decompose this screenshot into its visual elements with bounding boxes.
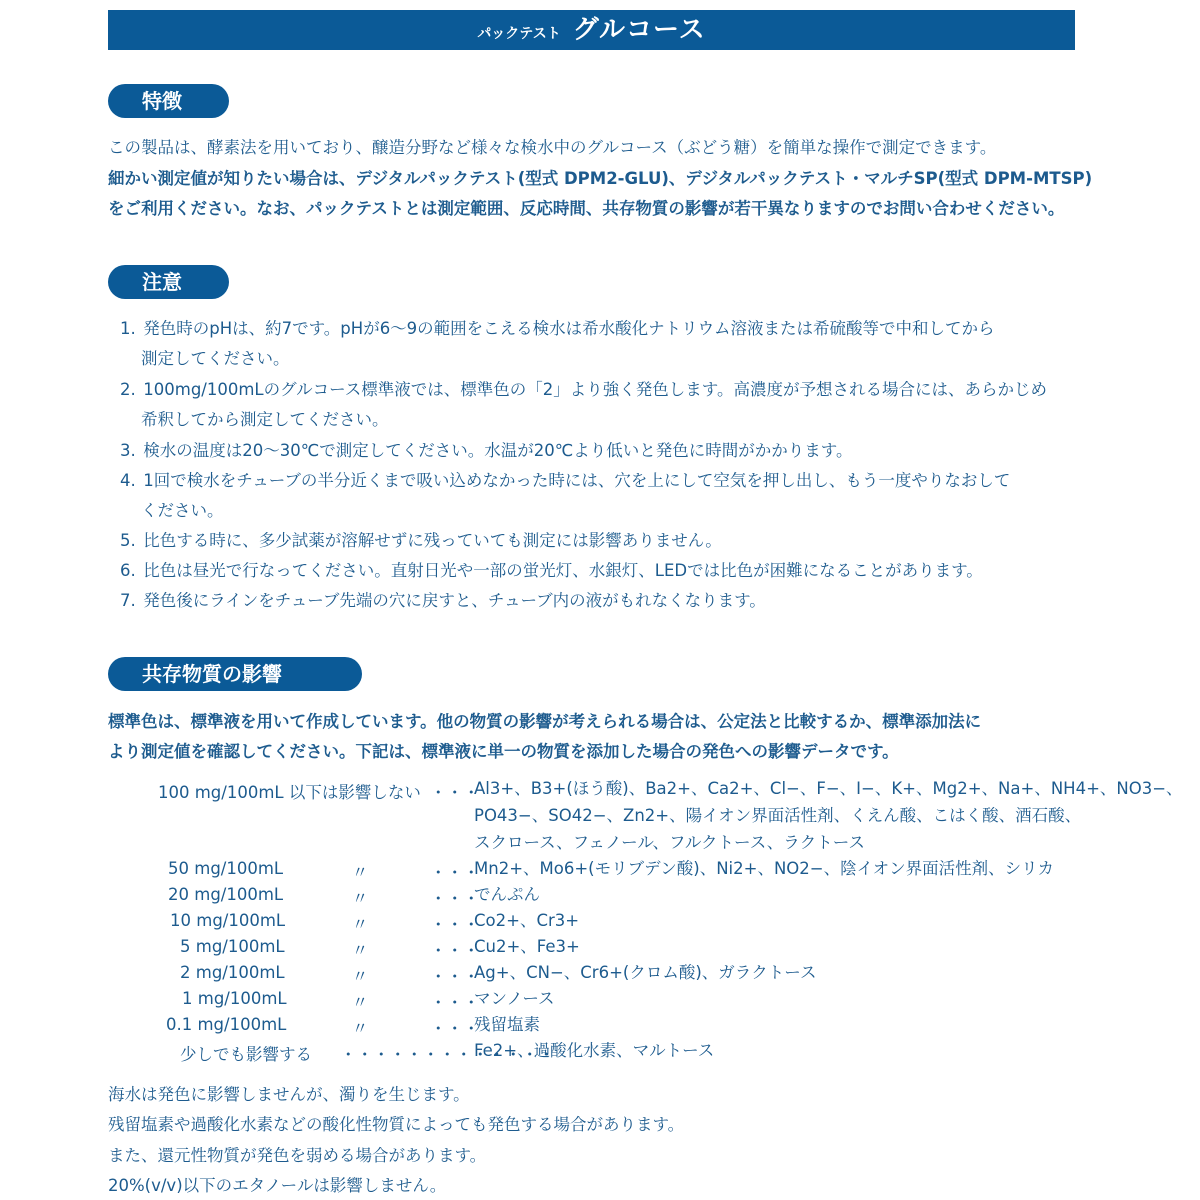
ditto-mark: 〃: [351, 941, 369, 960]
conc-row: 50 mg/100mL: [168, 859, 284, 878]
caution-item-3: 3. 検水の温度は20～30℃で測定してください。水温が20℃より低いと発色に時間がかかります。: [120, 441, 853, 460]
caution-item-4-cont: ください。: [141, 501, 224, 520]
conc-any: 少しでも影響する: [180, 1045, 312, 1064]
conc-100: 100 mg/100mL 以下は影響しない: [158, 783, 421, 802]
interference-intro-1: 標準色は、標準液を用いて作成しています。他の物質の影響が考えられる場合は、公定法と比較するか、標準添加法に: [108, 712, 982, 731]
features-line-3: をご利用ください。なお、パックテストとは測定範囲、反応時間、共存物質の影響が若干異なりますのでお問い合わせください。: [108, 199, 1065, 218]
caution-item-4: 4. 1回で検水をチューブの半分近くまで吸い込めなかった時には、穴を上にして空気を押し出し、もう一度やりなおして: [120, 471, 1011, 490]
subs-100-line-2: PO43−、SO42−、Zn2+、陽イオン界面活性剤、くえん酸、こはく酸、酒石酸、: [474, 806, 1082, 825]
ditto-mark: 〃: [351, 863, 369, 882]
ditto-mark: 〃: [351, 915, 369, 934]
dots: ・・・: [430, 941, 480, 960]
caution-item-6: 6. 比色は昼光で行なってください。直射日光や一部の蛍光灯、水銀灯、LEDでは比色が困難になることがあります。: [120, 561, 983, 580]
features-line-1: この製品は、酵素法を用いており、醸造分野など様々な検水中のグルコース（ぶどう糖）を簡単な操作で測定できます。: [108, 138, 997, 157]
features-line-2: 細かい測定値が知りたい場合は、デジタルパックテスト(型式 DPM2-GLU)、デジタルパックテスト・マルチSP(型式 DPM-MTSP): [108, 169, 1093, 188]
dots: ・・・: [430, 1019, 480, 1038]
note-2: 残留塩素や過酸化水素などの酸化性物質によっても発色する場合があります。: [108, 1115, 685, 1134]
section-heading-interference: 共存物質の影響: [108, 657, 362, 691]
note-4: 20%(v/v)以下のエタノールは影響しません。: [108, 1176, 447, 1195]
interference-intro-2: より測定値を確認してください。下記は、標準液に単一の物質を添加した場合の発色への影響データです。: [108, 742, 899, 761]
subs-any: Fe2+、過酸化水素、マルトース: [474, 1041, 715, 1060]
page-title: グルコース: [572, 15, 706, 45]
subtitle: パックテスト: [477, 26, 561, 42]
dots: ・・・: [430, 889, 480, 908]
caution-item-2: 2. 100mg/100mLのグルコース標準液では、標準色の「2」より強く発色します。高濃度が予想される場合には、あらかじめ: [120, 380, 1047, 399]
subs-row: Co2+、Cr3+: [474, 911, 580, 930]
ditto-mark: 〃: [351, 993, 369, 1012]
subs-row: Ag+、CN−、Cr6+(クロム酸)、ガラクトース: [474, 963, 817, 982]
ditto-mark: 〃: [351, 967, 369, 986]
ditto-mark: 〃: [351, 1019, 369, 1038]
conc-row: 20 mg/100mL: [168, 885, 284, 904]
conc-row: 2 mg/100mL: [180, 963, 285, 982]
note-3: また、還元性物質が発色を弱める場合があります。: [108, 1146, 487, 1165]
caution-item-5: 5. 比色する時に、多少試薬が溶解せずに残っていても測定には影響ありません。: [120, 531, 722, 550]
caution-item-1: 1. 発色時のpHは、約7です。pHが6～9の範囲をこえる検水は希水酸化ナトリウム溶液または希硫酸等で中和してから: [120, 319, 995, 338]
title-bar: [108, 10, 1075, 50]
subs-row: でんぷん: [474, 885, 540, 904]
ditto-mark: 〃: [351, 889, 369, 908]
caution-item-2-cont: 希釈してから測定してください。: [141, 410, 389, 429]
subs-row: Mn2+、Mo6+(モリブデン酸)、Ni2+、NO2−、陰イオン界面活性剤、シリカ: [474, 859, 1054, 878]
subs-row: マンノース: [474, 989, 555, 1008]
conc-row: 1 mg/100mL: [182, 989, 287, 1008]
note-1: 海水は発色に影響しませんが、濁りを生じます。: [108, 1085, 470, 1104]
conc-row: 5 mg/100mL: [180, 937, 285, 956]
caution-item-7: 7. 発色後にラインをチューブ先端の穴に戻すと、チューブ内の液がもれなくなります。: [120, 591, 766, 610]
dots: ・・・: [430, 915, 480, 934]
conc-row: 0.1 mg/100mL: [166, 1015, 287, 1034]
subs-100-line-1: Al3+、B3+(ほう酸)、Ba2+、Ca2+、Cl−、F−、I−、K+、Mg2+、Na+、NH4+、NO3−、: [474, 779, 1183, 798]
dots: ・・・: [430, 993, 480, 1012]
section-heading-features: 特徴: [108, 84, 229, 118]
conc-row: 10 mg/100mL: [170, 911, 286, 930]
dots-long: ・・・・・・・・・・・・・: [340, 1045, 555, 1064]
subs-row: Cu2+、Fe3+: [474, 937, 580, 956]
dots: ・・・: [430, 863, 480, 882]
subs-row: 残留塩素: [474, 1015, 540, 1034]
dots: ・・・: [430, 967, 480, 986]
subs-100-line-3: スクロース、フェノール、フルクトース、ラクトース: [474, 833, 865, 852]
section-heading-cautions: 注意: [108, 265, 229, 299]
caution-item-1-cont: 測定してください。: [141, 349, 290, 368]
dots: ・・・: [430, 783, 480, 802]
